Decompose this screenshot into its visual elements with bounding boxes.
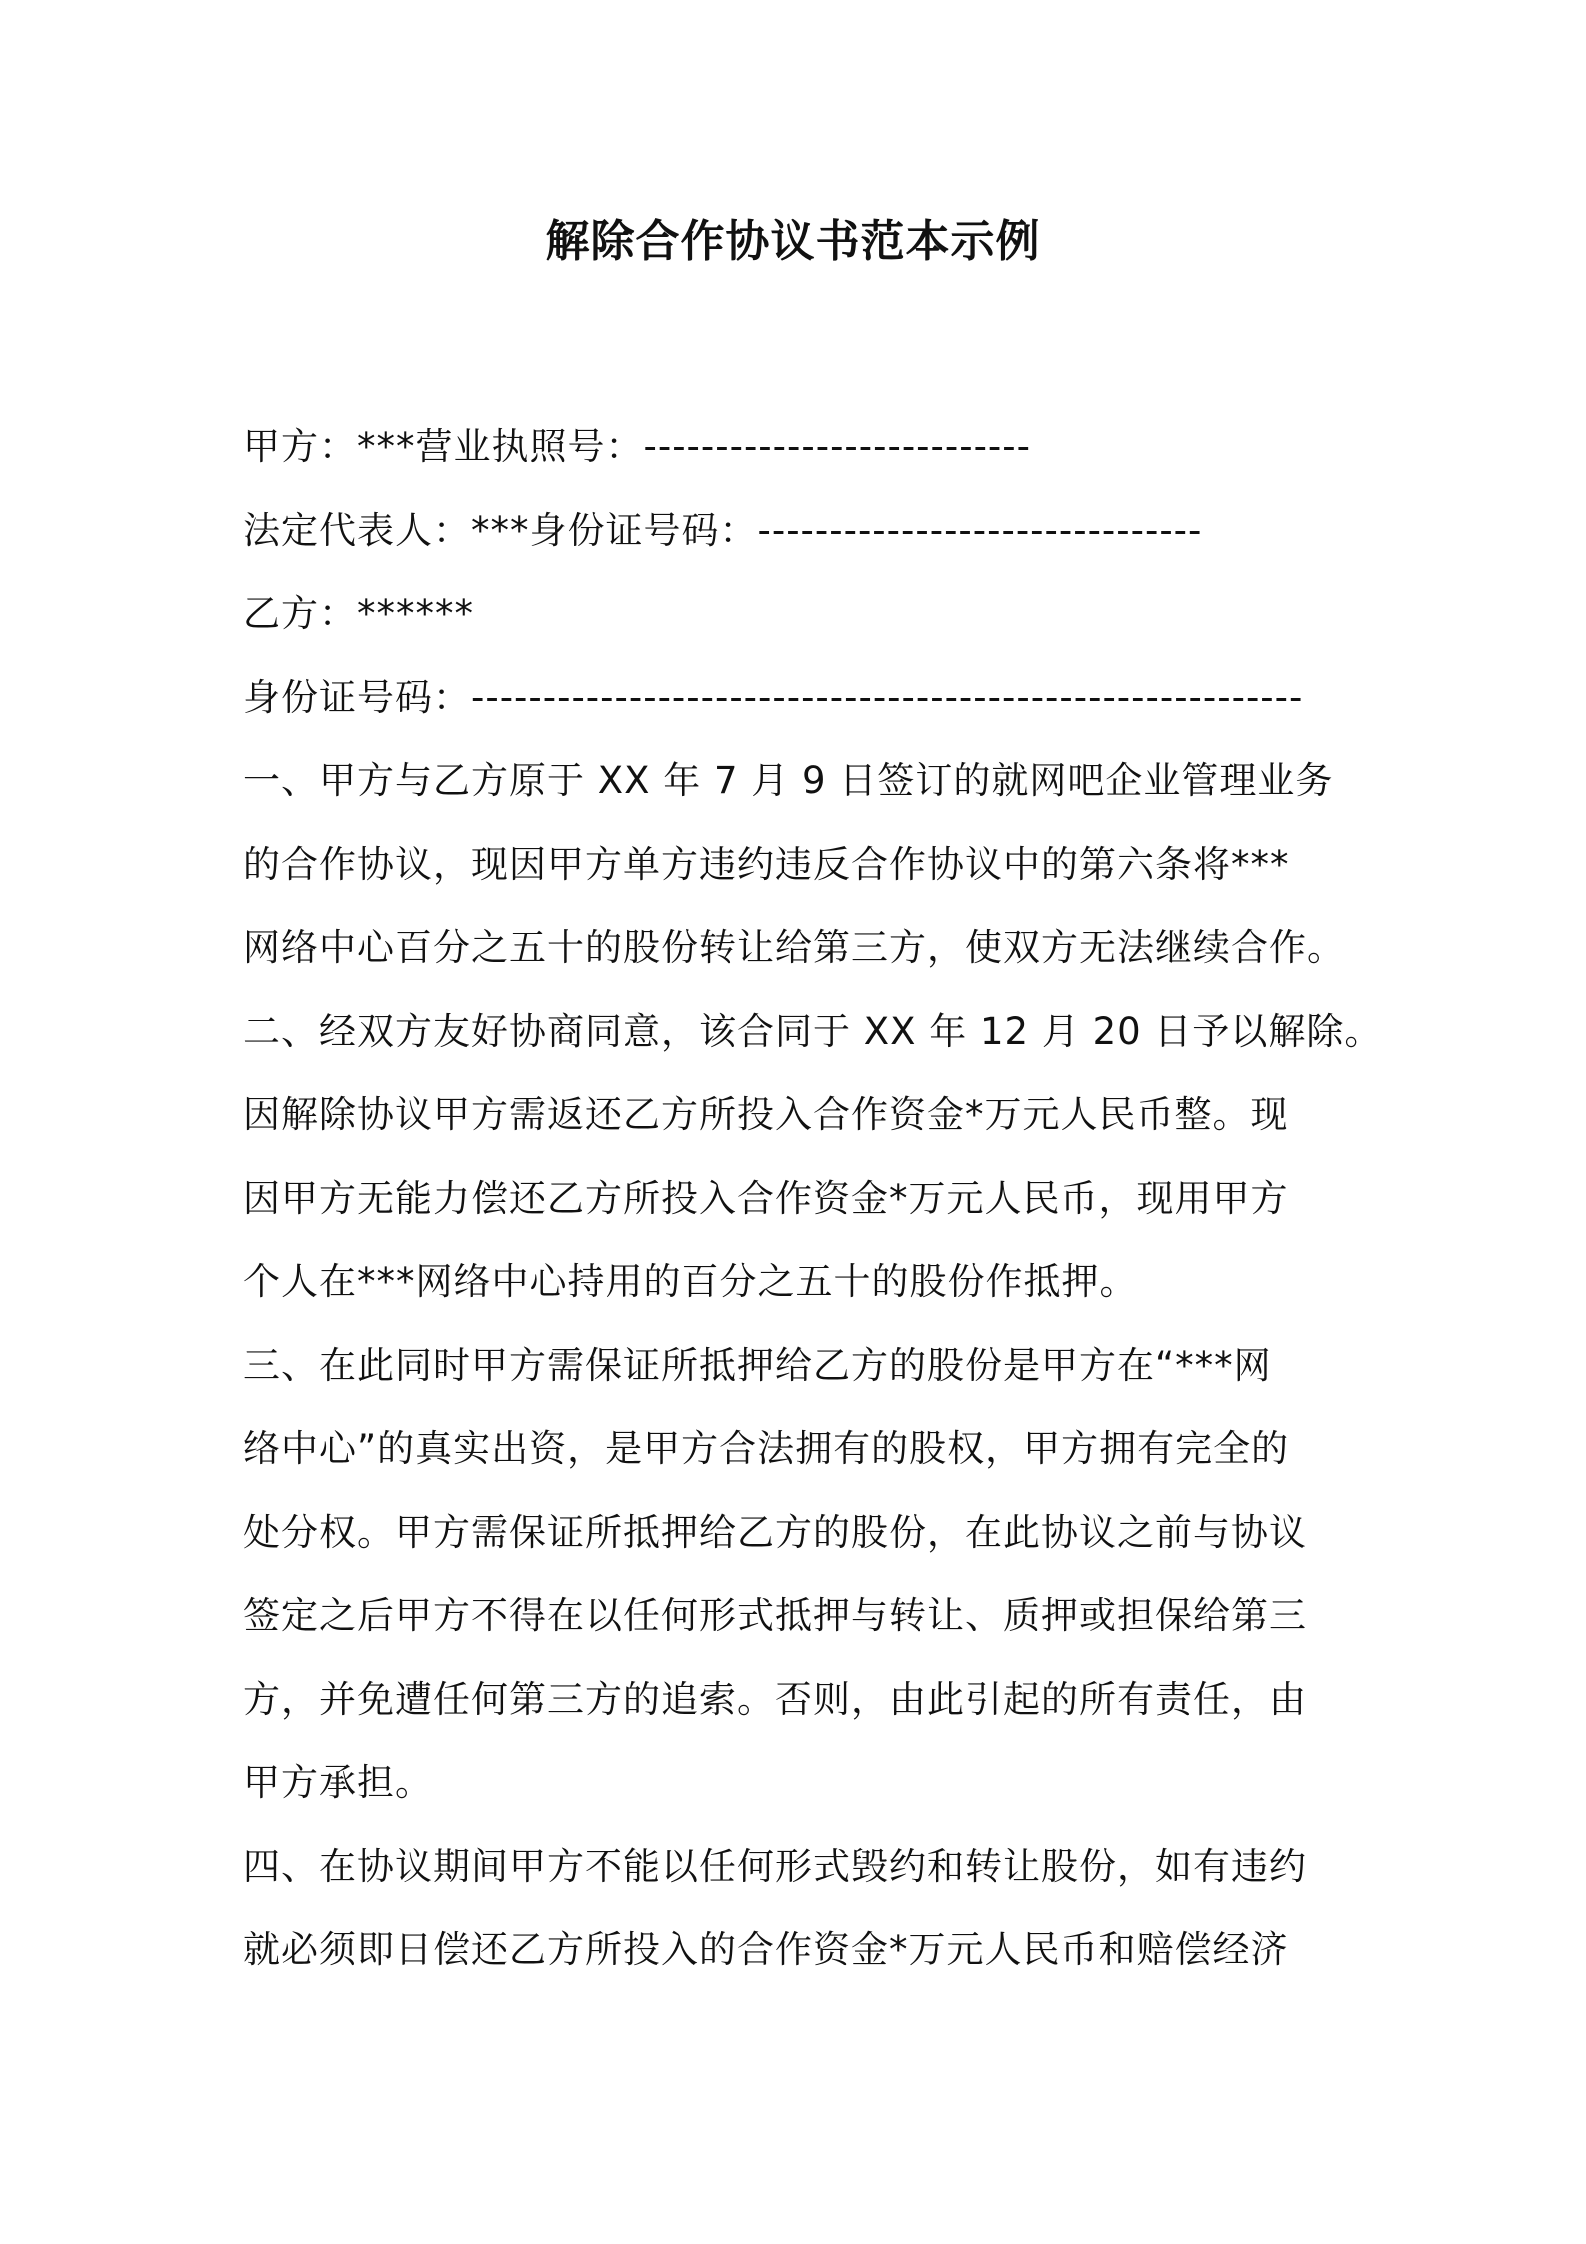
document-body	[243, 405, 1383, 1992]
clause-2-line-3: 因甲方无能力偿还乙方所投入合作资金*万元人民币，现用甲方	[243, 1176, 1289, 1220]
clause-2-line-4: 个人在***网络中心持用的百分之五十的股份作抵押。	[243, 1260, 1138, 1303]
clause-3-line-5: 方，并免遭任何第三方的追索。否则，由此引起的所有责任，由	[243, 1677, 1307, 1721]
clause-3-line-1: 三、在此同时甲方需保证所抵押给乙方的股份是甲方在“***网	[243, 1343, 1272, 1387]
clause-3-line-6: 甲方承担。	[243, 1761, 433, 1804]
clause-3-line-2: 络中心”的真实出资，是甲方合法拥有的股权，甲方拥有完全的	[243, 1427, 1290, 1470]
clause-1-line-1: 一、甲方与乙方原于 XX 年 7 月 9 日签订的就网吧企业管理业务	[243, 759, 1334, 802]
clause-2-line-2: 因解除协议甲方需返还乙方所投入合作资金*万元人民币整。现	[243, 1093, 1289, 1136]
clause-3-line-3: 处分权。甲方需保证所抵押给乙方的股份，在此协议之前与协议	[243, 1510, 1307, 1554]
clause-2-line-1: 二、经双方友好协商同意，该合同于 XX 年 12 月 20 日予以解除。	[243, 1009, 1383, 1053]
clause-4-line-2: 就必须即日偿还乙方所投入的合作资金*万元人民币和赔偿经济	[243, 1928, 1289, 1971]
party-b-line: 乙方：******	[243, 592, 474, 635]
clause-4-line-1: 四、在协议期间甲方不能以任何形式毁约和转让股份，如有违约	[243, 1844, 1307, 1888]
clause-3-line-4: 签定之后甲方不得在以任何形式抵押与转让、质押或担保给第三	[243, 1594, 1307, 1637]
clause-1-line-2: 的合作协议，现因甲方单方违约违反合作协议中的第六条将***	[243, 842, 1290, 886]
id-number-line: 身份证号码：----------------------------------------------------------	[243, 675, 1304, 719]
clause-1-line-3: 网络中心百分之五十的股份转让给第三方，使双方无法继续合作。	[243, 926, 1345, 969]
party-a-line: 甲方：***营业执照号：---------------------------	[243, 425, 1031, 468]
document-title: 解除合作协议书范本示例	[545, 216, 1041, 267]
legal-representative-line: 法定代表人：***身份证号码：-------------------------------	[243, 508, 1203, 552]
